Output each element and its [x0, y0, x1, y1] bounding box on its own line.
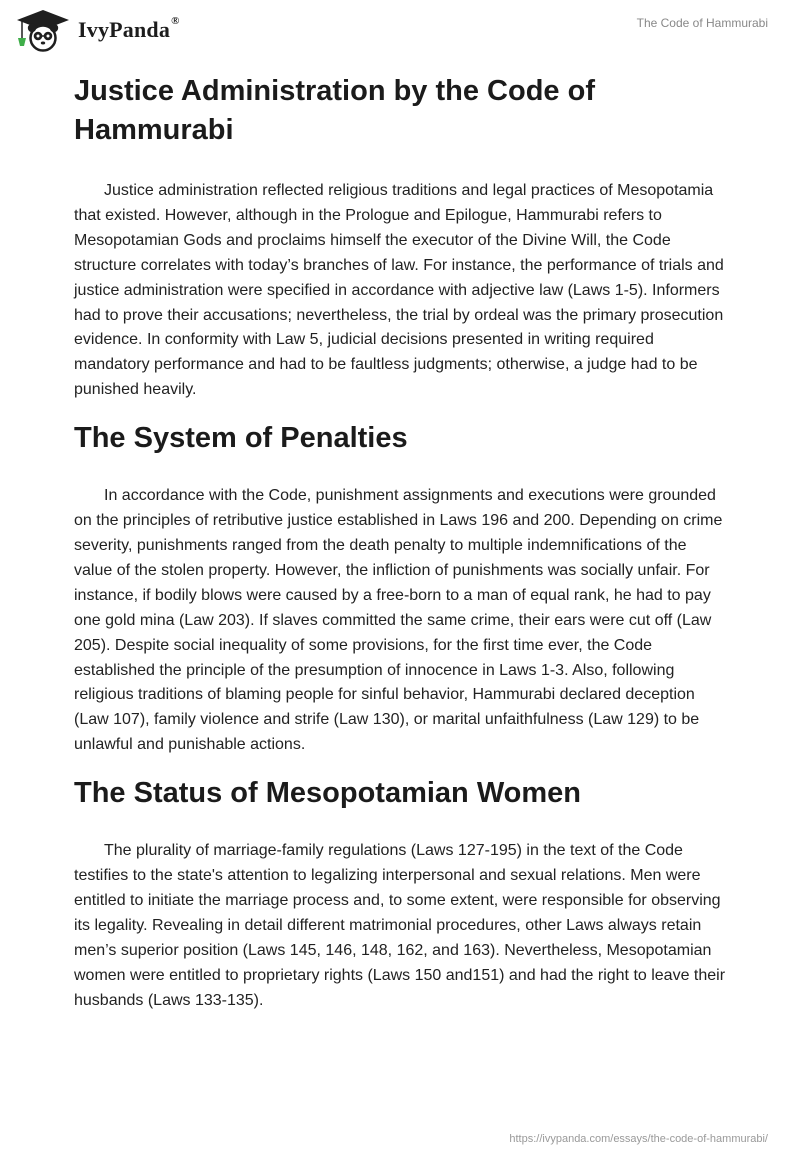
- section-heading: The System of Penalties: [74, 422, 408, 455]
- section-justice-administration: [74, 72, 726, 403]
- essay-content: [74, 72, 726, 1013]
- ivypanda-logo[interactable]: [14, 8, 180, 52]
- registered-mark: ®: [171, 15, 180, 27]
- section-paragraph: In accordance with the Code, punishment assignments and executions were grounded on the principles of retributive justice established in Laws 196 and 200. Depending on crime severity, punishments ranged from the death penalty to multiple indemnifications of the value of the stolen property. However, the infliction of punishments was socially unfair. For instance, if bodily blows were caused by a free-born to a man of equal rank, he had to pay one gold mina (Law 203). If slaves committed the same crime, their ears were cut off (Law 205). Despite social inequality of some provisions, for the first time ever, the Code established the principle of the presumption of innocence in Laws 1-3. Also, following religious traditions of blaming people for sinful behavior, Hammurabi declared deception (Law 107), family violence and strife (Law 130), or marital unfaithfulness (Law 129) to be unlawful and punishable actions.: [74, 487, 723, 754]
- document-title: The Code of Hammurabi: [636, 16, 768, 30]
- page-header: [0, 0, 800, 60]
- source-url[interactable]: https://ivypanda.com/essays/the-code-of-hammurabi/: [509, 1133, 768, 1145]
- heading-line: Justice Administration by the Code of: [74, 75, 595, 107]
- section-paragraph: Justice administration reflected religious traditions and legal practices of Mesopotamia that existed. However, although in the Prologue and Epilogue, Hammurabi refers to Mesopotamian Gods and proclaims himself the executor of the Divine Will, the Code structure correlates with today’s branches of law. For instance, the performance of trials and justice administration were specified in accordance with adjective law (Laws 1-5). Informers had to prove their accusations; nevertheless, the trial by ordeal was the primary prosecution evidence. In conformity with Law 5, judicial decisions presented in writing required mandatory performance and had to be faultless judgments; otherwise, a judge had to be punished heavily.: [74, 182, 724, 399]
- panda-graduate-icon: [14, 8, 72, 52]
- section-status-of-women: [74, 774, 726, 1013]
- section-heading: [74, 72, 726, 150]
- section-system-of-penalties: [74, 419, 726, 758]
- heading-line: Hammurabi: [74, 114, 234, 146]
- section-paragraph: The plurality of marriage-family regulations (Laws 127-195) in the text of the Code testifies to the state's attention to legalizing interpersonal and sexual relations. Men were entitled to initiate the marriage process and, to some extent, were responsible for observing its legality. Revealing in detail different matrimonial procedures, other Laws always retain men’s superior position (Laws 145, 146, 148, 162, and 163). Nevertheless, Mesopotamian women were entitled to proprietary rights (Laws 150 and151) and had the right to leave their husbands (Laws 133-135).: [74, 842, 726, 1009]
- brand-name: IvyPanda®: [78, 15, 180, 42]
- section-heading: The Status of Mesopotamian Women: [74, 777, 582, 810]
